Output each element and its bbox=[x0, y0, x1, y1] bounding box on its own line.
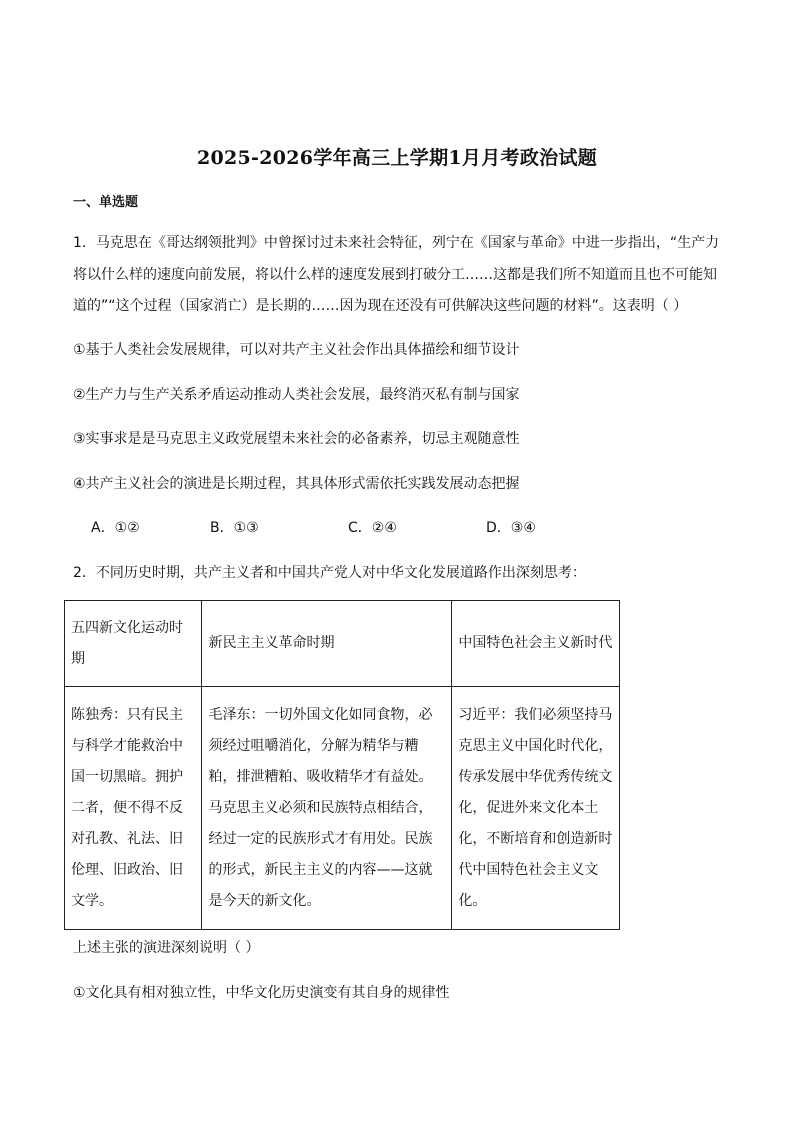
q1-option-a[interactable]: A．①② bbox=[91, 520, 140, 536]
section-heading: 一、单选题 bbox=[73, 195, 139, 210]
q2-comparison-table bbox=[64, 600, 620, 930]
q1-statement: ④共产主义社会的演进是长期过程，其具体形式需依托实践发展动态把握 bbox=[73, 476, 520, 492]
q1-statement: ①基于人类社会发展规律，可以对共产主义社会作出具体描绘和细节设计 bbox=[73, 342, 520, 358]
table-header-cell: 中国特色社会主义新时代 bbox=[452, 601, 620, 687]
q1-statement: ③实事求是是马克思主义政党展望未来社会的必备素养，切忌主观随意性 bbox=[73, 431, 520, 447]
q1-statement: ②生产力与生产关系矛盾运动推动人类社会发展，最终消灭私有制与国家 bbox=[73, 387, 520, 403]
table-cell: 陈独秀：只有民主与科学才能救治中国一切黑暗。拥护二者，便不得不反对孔教、礼法、旧伦理、旧政治、旧文学。 bbox=[65, 687, 202, 930]
q1-stem-line: 道的”“这个过程（国家消亡）是长期的……因为现在还没有可供解决这些问题的材料”。这表明（ ） bbox=[73, 298, 688, 314]
q1-option-b[interactable]: B．①③ bbox=[210, 520, 259, 536]
q2-statement: ①文化具有相对独立性，中华文化历史演变有其自身的规律性 bbox=[73, 985, 450, 1001]
q1-stem-line: 将以什么样的速度向前发展，将以什么样的速度发展到打破分工……这都是我们所不知道而且也不可能知 bbox=[73, 267, 717, 283]
q2-followup: 上述主张的演进深刻说明（ ） bbox=[73, 940, 260, 956]
table-header-cell: 五四新文化运动时期 bbox=[65, 601, 202, 687]
table-header-cell: 新民主主义革命时期 bbox=[202, 601, 452, 687]
exam-title: 2025-2026学年高三上学期1月月考政治试题 bbox=[196, 147, 598, 169]
table-cell: 毛泽东：一切外国文化如同食物，必须经过咀嚼消化，分解为精华与糟粕，排泄糟粕、吸收精华才有益处。马克思主义必须和民族特点相结合，经过一定的民族形式才有用处。民族的形式，新民主主义的内容——这就是今天的新文化。 bbox=[202, 687, 452, 930]
q1-option-d[interactable]: D．③④ bbox=[486, 520, 536, 536]
table-header-row bbox=[65, 601, 620, 687]
q1-stem-line: 1．马克思在《哥达纲领批判》中曾探讨过未来社会特征，列宁在《国家与革命》中进一步指出，“生产力 bbox=[73, 235, 720, 251]
table-row bbox=[65, 687, 620, 930]
q1-option-c[interactable]: C．②④ bbox=[348, 520, 397, 536]
table-cell: 习近平：我们必须坚持马克思主义中国化时代化，传承发展中华优秀传统文化，促进外来文化本土化，不断培育和创造新时代中国特色社会主义文化。 bbox=[452, 687, 620, 930]
q2-stem: 2．不同历史时期，共产主义者和中国共产党人对中华文化发展道路作出深刻思考： bbox=[73, 565, 586, 581]
